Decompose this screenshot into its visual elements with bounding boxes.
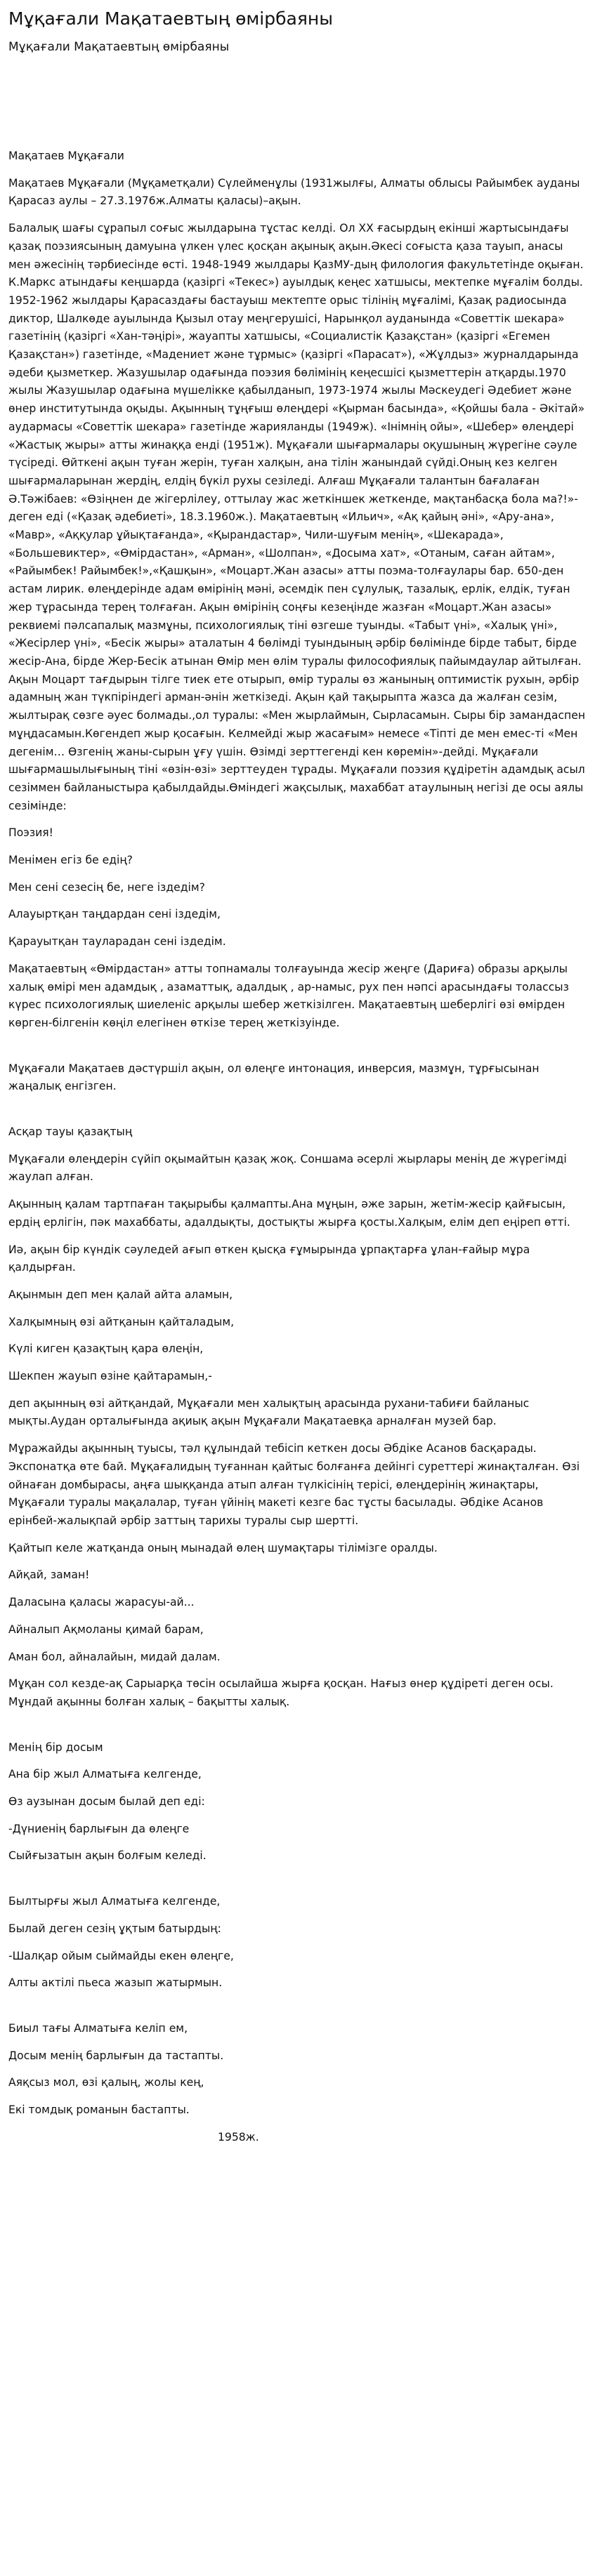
- poem-line: Күлі киген қазақтың қара өлеңін,: [8, 1342, 204, 1356]
- poem-4: [8, 1739, 588, 1866]
- poem-line: Халқымның өзі айтқанын қайталадым,: [8, 1315, 235, 1328]
- blank-space: [8, 1721, 588, 1739]
- blank-space: [8, 1875, 588, 1893]
- poem-line: Өз аузынан досым былай деп еді:: [8, 1795, 205, 1809]
- poem-line: Сыйғызатын ақын болғым келеді.: [8, 1849, 207, 1863]
- page-title: Мұқағали Мақатаевтың өмірбаяны: [8, 8, 333, 29]
- poem-3: [8, 1566, 588, 1666]
- poem-line: Менің бір досым: [8, 1741, 103, 1754]
- poem-line: Екі томдық романын бастапты.: [8, 2103, 190, 2117]
- poem-line: Менімен егіз бе едің?: [8, 854, 133, 867]
- poem-line: Алауыртқан таңдардан сені іздедім,: [8, 908, 221, 921]
- return-paragraph: Қайтып келе жатқанда оның мынадай өлең шумақтары тілімізге оралды.: [8, 1541, 438, 1554]
- poem-5: [8, 1893, 588, 1993]
- poem-6: [8, 2020, 588, 2147]
- omirdastan-paragraph: Мақатаевтың «Өмірдастан» атты топнамалы толғауында жесір жеңге (Дариға) образы арқылы халық өмірі мен адамдық , азаматтық, адалдық , ар-намыс, рух пен нәпсі арасындағы толассыз күрес психологиялық шиеленіс арқылы шебер жеткізілген. Мақатаевтың шеберлігі өзі өмірден көрген-білгенін көңіл елегінен өткізе терең жеткізуінде.: [8, 962, 569, 1029]
- ascar-paragraph: Мұқағали өлеңдерін сүйіп оқымайтын қазақ жоқ. Соншама әсерлі жырлары менің де жүрегімді жаулап алған.: [8, 1152, 567, 1184]
- poem-line: Ақынмын деп мен қалай айта аламын,: [8, 1288, 233, 1301]
- blank-space: [8, 1105, 588, 1123]
- blank-space: [8, 2002, 588, 2020]
- museum-paragraph: деп ақынның өзі айтқандай, Мұқағали мен халықтың арасында рухани-табиғи байланыс мықты.Аудан орталығында ақиық ақын Мұқағали Мақатаевқа арналған музей бар.: [8, 1396, 530, 1428]
- author-name: Мақатаев Мұқағали: [8, 150, 124, 162]
- guide-paragraph: Мұражайды ақынның туысы, тәл құлындай тебісіп кеткен досы Әбдіке Асанов басқарады. Экспонатқа өте бай. Мұқағалидың туғаннан қайтыс болғанға дейінгі суреттері жинақталған. Өзі ойнаған домбырасы, аңға шыққанда атып алған түлкісінің терісі, өлеңдерінің жинақтары, Мұқағали туралы мақалалар, туған үйінің макеті кезге бас тұсты басылады. Әбдіке Асанов ерінбей-жалықпай әрбір заттың тарихы туралы сыр шертті.: [8, 1442, 580, 1527]
- biography-paragraph: Балалық шағы сұрапыл соғыс жылдарына тұстас келді. Ол ХХ ғасырдың екінші жартысындағы қазақ поэзиясының дамуына үлкен үлес қосқан ақынық ақын.Әкесі соғыста қаза тауып, анасы мен әжесінің тәрбиесінде өсті. 1948-1949 жылдары ҚазМУ-дың филология факультетінде оқыған. К.Маркс атындағы кеңшарда (қазіргі «Текес») ауылдық кеңес хатшысы, мектепке мұғалім болды. 1952-1962 жылдары Қарасаздағы бастауыш мектепте орыс тілінің мұғалімі, Қазақ радиосында диктор, Шалкөде ауылында Қызыл отау меңгерушісі, Нарынқол ауданында «Советтік шекара» газетінің (қазіргі «Хан-тәңірі», жауапты хатшысы, «Социалистік Қазақстан» (қазіргі «Егемен Қазақстан») газетінде, «Мадениет және тұрмыс» (қазіргі «Парасат»), «Жұлдыз» журналдарында әдеби қызметкер. Жазушылар одағында поэзия бөлімінің кеңесшісі қызметтерін атқарды.1970 жылы Жазушылар одағына мүшелікке қабылданып, 1973-1974 жылы Мәскеудегі Әдебиет және өнер институтында оқыды. Ақынның тұңғыш өлеңдері «Қырман басында», «Қойшы бала - Әкітай» аудармасы «Советтік шекара» газетінде жарияланды (1949ж). «Інімнің ойы», «Шебер» өлеңдері «Жастық жыры» атты жинаққа енді (1951ж). Мұқағали шығармалары оқушының жүрегіне сәуле түсіреді. Өйткені ақын туған жерін, туған халқын, ана тілін жанындай сүйді.Оның кез келген шығармаларынан жердің, елдің бүкіл рухы сезіледі. Алғаш Мұқағали талантын бағалаған Ә.Тәжібаев: «Өзіңнен де жігерлілеу, оттылау жас жеткіншек жеткенде, мақтанбасқа бола ма?!»-деген еді («Қазақ әдебиеті», 18.3.1960ж.). Мақатаевтың «Ильич», «Ақ қайың әні», «Ару-ана», «Мавр», «Аққулар ұйықтағанда», «Қырандастар», Чили-шуғым менің», «Шекарада», «Большевиктер», «Өмірдастан», «Арман», «Шолпан», «Досыма хат», «Отаным, саған айтам», «Райымбек! Райымбек!»,«Қашқын», «Моцарт.Жан азасы» атты поэма-толғаулары бар. 650-ден астам лирик. өлеңдерінде адам өмірінің мәні, әсемдік пен сұлулық, тазалық, ерлік, елдік, туған жер тұрасында терең толғаған. Ақын өмірінің соңғы кезеңінде жазған «Моцарт.Жан азасы» реквиемі пәлсапалық мазмұны, психологиялық тіні өзгеше туынды. «Табыт үні», «Халық үні», «Жесірлер үні», «Бесік жыры» аталатын 4 бөлімді туындының әрбір бөлімінде бірде табыт, бірде жесір-Ана, бірде Жер-Бесік атынан Өмір мен өлім туралы философиялық пайымдаулар айтылған. Ақын Моцарт тағдырын тілге тиек ете отырып, өмір туралы өз жанының оптимистік рухын, әрбір адамның жан түкпіріндегі арман-әнін жеткізеді. Ақын қай тақырыпта жазса да жалған сезім, жылтырақ сөзге әуес болмады.,ол туралы: «Мен жырлаймын, Сырласамын. Сыры бір замандаспен мұңдасамын.Көгендеп жыр қосағын. Келмейді жыр жасағым» немесе «Тіпті де мен емес-ті «Мен дегенім… Өзгенің жаны-сырын ұғу үшін. Өзімді зерттегенді кен көремін»-дейді. Мұқағали шығармашылығының тіні «өзін-өзі» зерттеуден тұрады. Мұқағали поэзия құдіретін адамдық асыл сезіммен байланыстыра қабылдайды.Өміндегі жақсылық, махаббат атаулының негізі де осы аялы сезімінде:: [8, 222, 586, 812]
- poem-line: Қарауытқан тауларадан сені іздедім.: [8, 935, 226, 949]
- poem-line: Айналып Ақмоланы қимай барам,: [8, 1623, 204, 1636]
- poem-line: Мен сені сезесің бе, неге іздедім?: [8, 880, 205, 894]
- legacy-paragraph: Иә, ақын бір күндік сәуледей ағып өткен қысқа ғұмырында ұрпақтарға ұлан-ғайыр мұра қалдырған.: [8, 1243, 530, 1274]
- poem-line: Биыл тағы Алматыға келіп ем,: [8, 2021, 188, 2035]
- poem-line: Шекпен жауып өзіне қайтарамын,-: [8, 1370, 212, 1383]
- poem-2: [8, 1286, 588, 1386]
- intro-paragraph: Мақатаев Мұқағали (Мұқаметқали) Сүлейменұлы (1931жылғы, Алматы облысы Райымбек ауданы Қарасаз аулы – 27.3.1976ж.Алматы қаласы)–ақын.: [8, 176, 580, 208]
- poem-1: [8, 824, 588, 951]
- themes-paragraph: Ақынның қалам тартпаған тақырыбы қалмапты.Ана мұңын, әже зарын, жетім-жесір қайғысын, ердің ерлігін, пәк махаббаты, адалдықты, достықты жырға қосты.Халқым, елім деп еңіреп өтті.: [8, 1198, 570, 1229]
- poem-1-title: Поэзия!: [8, 826, 53, 840]
- poem-year: 1958ж.: [218, 2130, 259, 2144]
- poem-line: Даласына қаласы жарасуы-ай...: [8, 1596, 195, 1609]
- final-paragraph: Мұқан сол кезде-ақ Сарыарқа төсін осылайша жырға қосқан. Нағыз өнер құдіреті деген осы. Мұндай ақынны болған халық – бақытты халық.: [8, 1677, 554, 1708]
- poem-line: Былтырғы жыл Алматыға келгенде,: [8, 1895, 221, 1908]
- poem-line: Былай деген сезің ұқтым батырдың:: [8, 1922, 221, 1935]
- blank-space: [8, 1042, 588, 1060]
- poem-line: Аяқсыз мол, өзі қалың, жолы кең,: [8, 2076, 204, 2089]
- poem-line: Аман бол, айналайын, мидай далам.: [8, 1650, 221, 1663]
- page-subtitle: Мұқағали Мақатаевтың өмірбаяны: [8, 40, 230, 54]
- poem-line: Ана бір жыл Алматыға келгенде,: [8, 1768, 202, 1781]
- poem-line: -Шалқар ойым сыймайды екен өлеңге,: [8, 1949, 234, 1962]
- section-heading: Асқар тауы қазақтың: [8, 1125, 133, 1139]
- poem-line: Досым менің барлығын да тастапты.: [8, 2049, 224, 2062]
- poem-line: -Дүниенің барлығын да өлеңге: [8, 1822, 190, 1835]
- poem-line: Айқай, заман!: [8, 1568, 90, 1582]
- blank-space: [8, 56, 588, 147]
- poem-line: Алты актілі пьеса жазып жатырмын.: [8, 1976, 223, 1990]
- innovation-paragraph: Мұқағали Мақатаев дәстүршіл ақын, ол өлеңге интонация, инверсия, мазмұн, тұрғысынан жаңалық енгізген.: [8, 1062, 540, 1093]
